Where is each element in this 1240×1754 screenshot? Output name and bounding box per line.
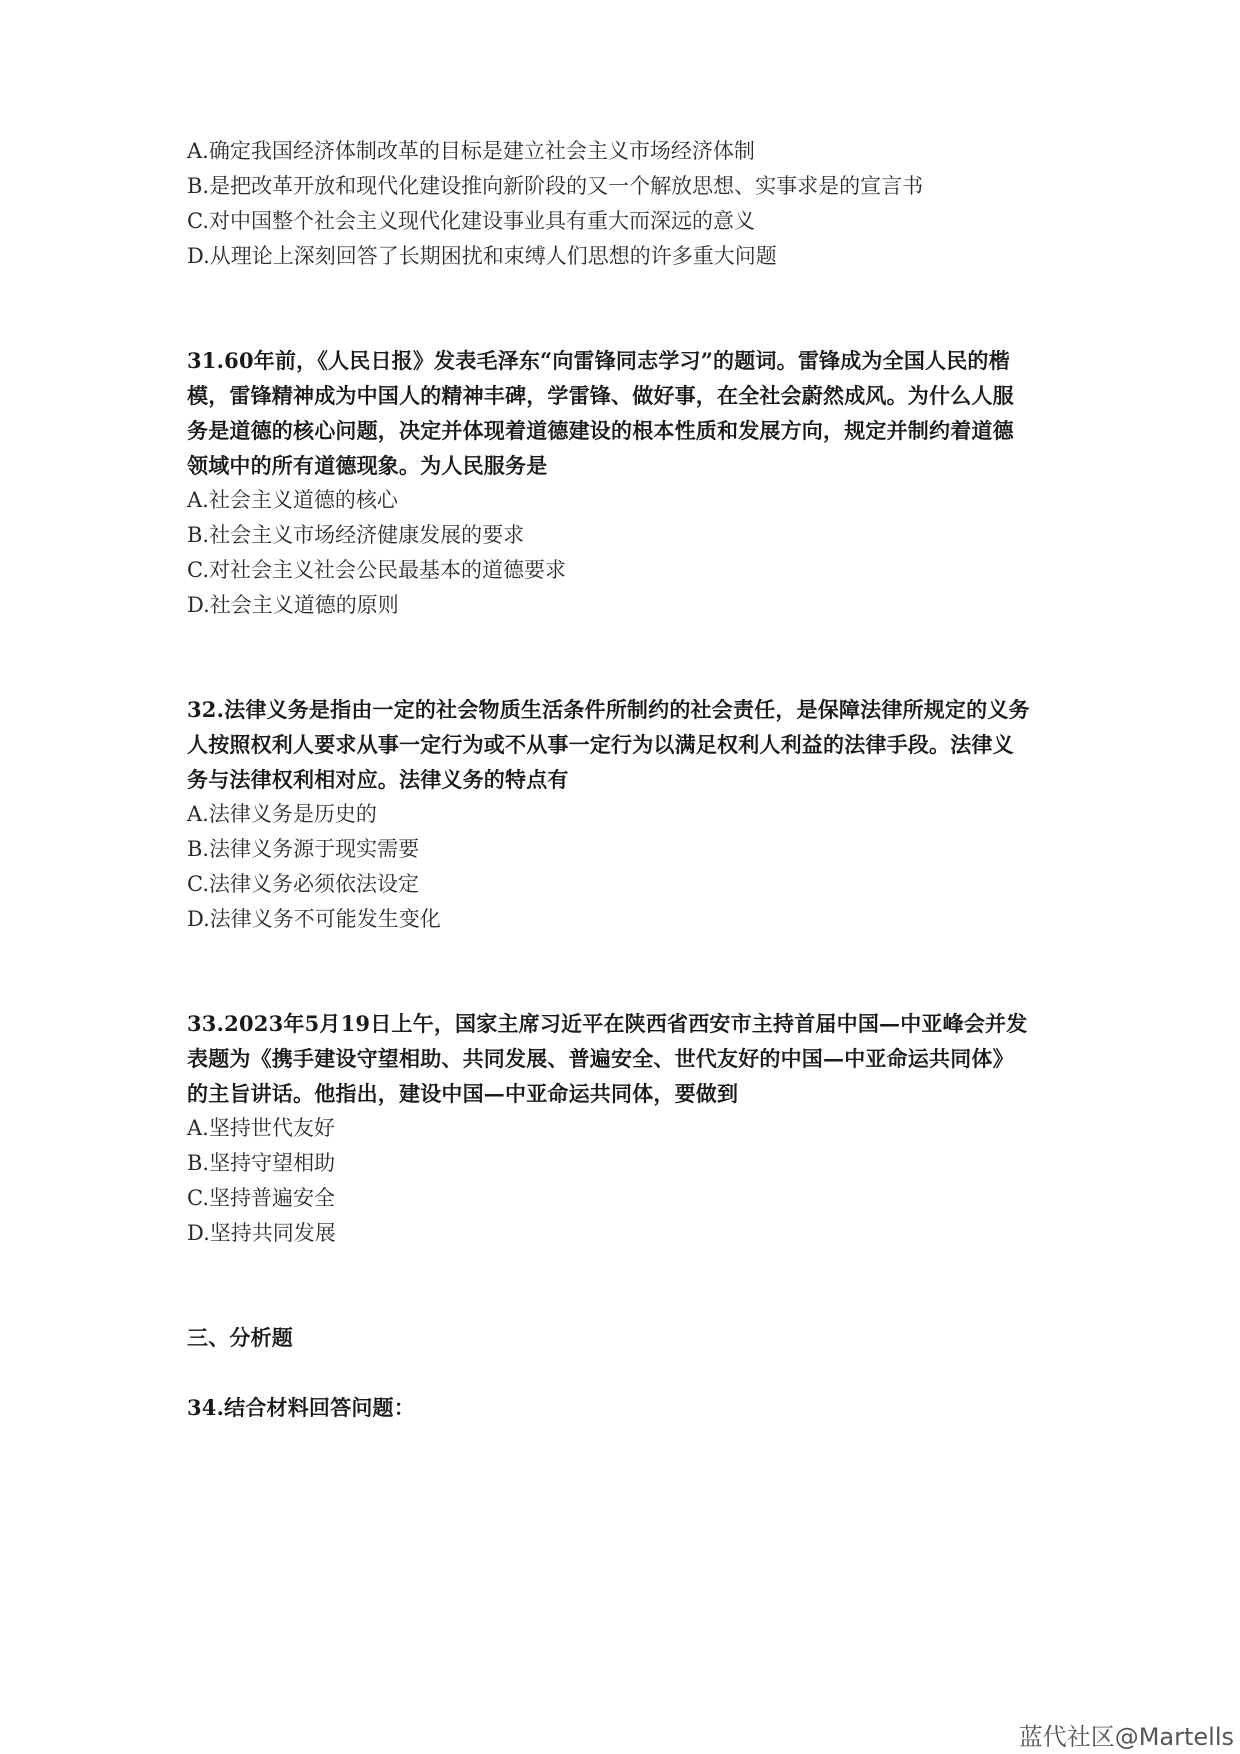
q31-stem-line: 领域中的所有道德现象。为人民服务是: [187, 453, 548, 478]
q33-option-d: D.坚持共同发展: [187, 1221, 336, 1245]
option-a: A.确定我国经济体制改革的目标是建立社会主义市场经济体制: [187, 139, 755, 163]
q31-option-a: A.社会主义道德的核心: [187, 488, 398, 512]
q31-option-d: D.社会主义道德的原则: [187, 593, 399, 617]
q31-option-b: B.社会主义市场经济健康发展的要求: [187, 523, 525, 547]
q32-option-b: B.法律义务源于现实需要: [187, 837, 420, 861]
q32-option-c: C.法律义务必须依法设定: [187, 872, 419, 896]
q32-stem-line: 32.法律义务是指由一定的社会物质生活条件所制约的社会责任，是保障法律所规定的义务: [187, 697, 1030, 722]
q31-stem-line: 模，雷锋精神成为中国人的精神丰碑，学雷锋、做好事，在全社会蔚然成风。为什么人服: [187, 383, 1014, 408]
q32-stem-line: 务与法律权利相对应。法律义务的特点有: [187, 767, 569, 792]
q32-option-a: A.法律义务是历史的: [187, 802, 377, 826]
watermark: 蓝代社区@Martells: [1018, 1723, 1234, 1751]
q33-option-b: B.坚持守望相助: [187, 1151, 336, 1175]
q33-stem-line: 33.2023年5月19日上午，国家主席习近平在陕西省西安市主持首届中国—中亚峰会并发: [187, 1011, 1028, 1036]
q32-stem-line: 人按照权利人要求从事一定行为或不从事一定行为以满足权利人利益的法律手段。法律义: [187, 732, 1014, 757]
q32-option-d: D.法律义务不可能发生变化: [187, 907, 441, 931]
option-b: B.是把改革开放和现代化建设推向新阶段的又一个解放思想、实事求是的宣言书: [187, 174, 924, 198]
option-d: D.从理论上深刻回答了长期困扰和束缚人们思想的许多重大问题: [187, 244, 777, 268]
option-c: C.对中国整个社会主义现代化建设事业具有重大而深远的意义: [187, 209, 755, 233]
q33-option-a: A.坚持世代友好: [187, 1116, 335, 1140]
q34-title: 34.结合材料回答问题：: [187, 1395, 415, 1420]
q33-stem-line: 表题为《携手建设守望相助、共同发展、普遍安全、世代友好的中国—中亚命运共同体》: [187, 1046, 1014, 1071]
q33-stem-line: 的主旨讲话。他指出，建设中国—中亚命运共同体，要做到: [187, 1081, 739, 1106]
section-title: 三、分析题: [187, 1325, 293, 1350]
q31-stem-line: 31.60年前，《人民日报》发表毛泽东“向雷锋同志学习”的题词。雷锋成为全国人民的楷: [187, 348, 1010, 373]
q33-option-c: C.坚持普遍安全: [187, 1186, 335, 1210]
q31-option-c: C.对社会主义社会公民最基本的道德要求: [187, 558, 566, 582]
q31-stem-line: 务是道德的核心问题，决定并体现着道德建设的根本性质和发展方向，规定并制约着道德: [187, 418, 1014, 443]
